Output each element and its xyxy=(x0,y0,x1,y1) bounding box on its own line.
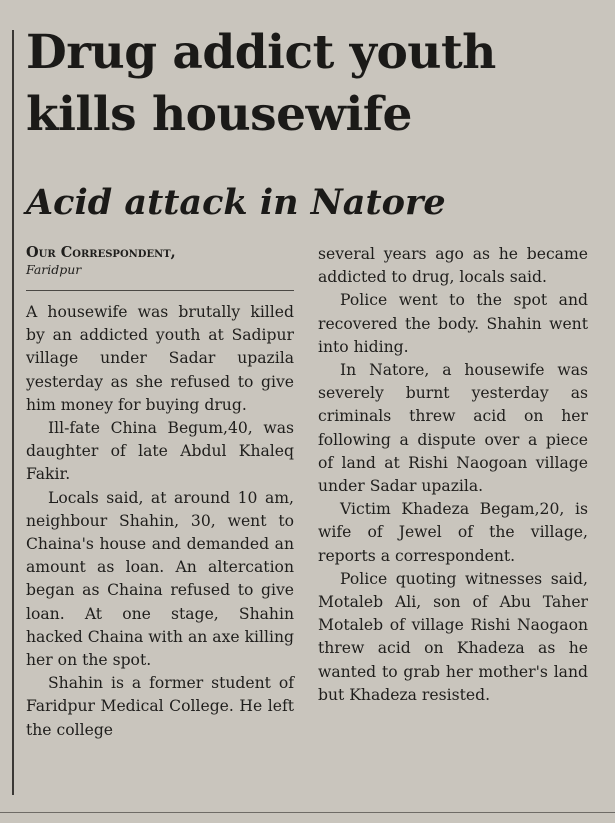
article-paragraph: Police went to the spot and recovered the body. Shahin went into hiding. xyxy=(318,291,588,356)
article-paragraph: several years ago as he became addicted to drug, locals said. xyxy=(318,245,588,287)
subheadline: Acid attack in Natore xyxy=(26,182,446,223)
article-paragraph: A housewife was brutally killed by an addicted youth at Sadipur village under Sadar upazila yesterday as she refused to give him money for buying drug. xyxy=(26,303,294,414)
headline: Drug addict youth kills housewife xyxy=(26,25,496,142)
article-column-right xyxy=(318,243,588,707)
article-paragraph: Shahin is a former student of Faridpur Medical College. He left the college xyxy=(26,674,294,739)
page-rule-bottom xyxy=(0,812,615,813)
byline: Our Correspondent, xyxy=(26,244,176,261)
dateline: Faridpur xyxy=(26,262,82,277)
article-paragraph: Ill-fate China Begum,40, was daughter of late Abdul Khaleq Fakir. xyxy=(26,419,294,484)
byline-divider xyxy=(26,290,294,291)
article-paragraph: Locals said, at around 10 am, neighbour Shahin, 30, went to Chaina's house and demanded an amount as loan. An altercation began as Chaina refused to give loan. At one stage, Shahin hacked Chaina with an axe killing her on the spot. xyxy=(26,488,294,670)
article-paragraph: In Natore, a housewife was severely burnt yesterday as criminals threw acid on her following a dispute over a piece of land at Rishi Naogoan village under Sadar upazila. xyxy=(318,361,588,496)
article-paragraph: Victim Khadeza Begam,20, is wife of Jewel of the village, reports a correspondent. xyxy=(318,500,588,565)
article-paragraph: Police quoting witnesses said, Motaleb Ali, son of Abu Taher Motaleb of village Rishi Naogaon threw acid on Khadeza as he wanted to grab her mother's land but Khadeza resisted. xyxy=(318,569,588,704)
column-rule-left xyxy=(12,30,14,795)
article-column-left xyxy=(26,244,294,742)
